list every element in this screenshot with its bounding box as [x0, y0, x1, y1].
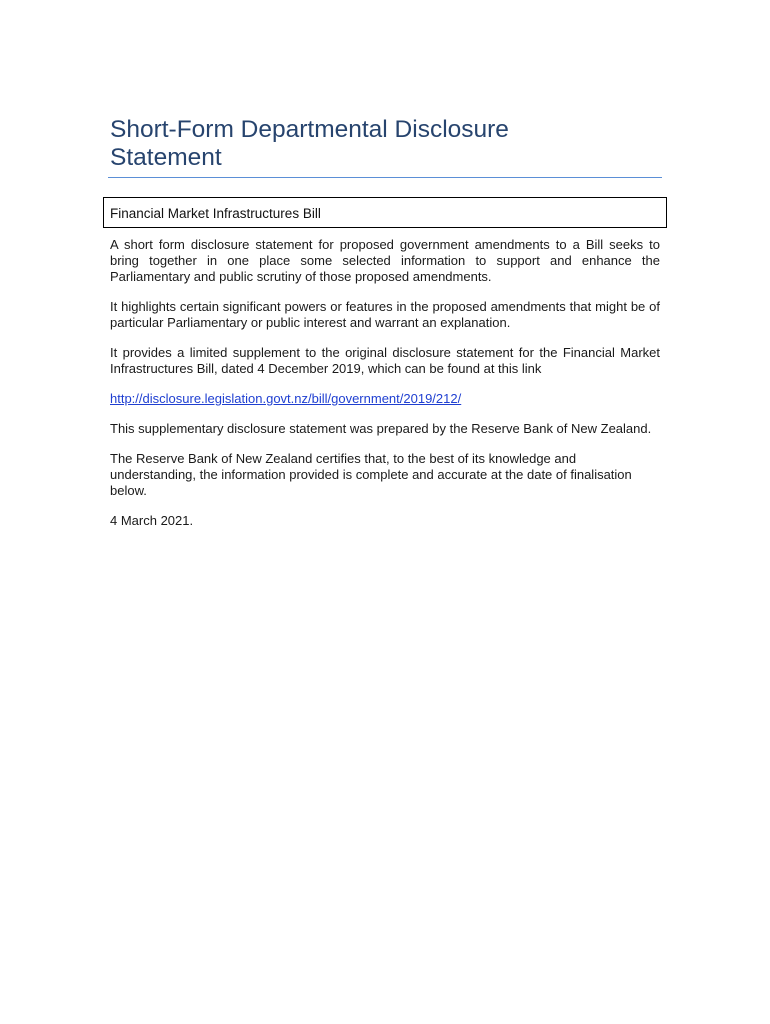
title-line-1: Short-Form Departmental Disclosure [110, 116, 509, 143]
disclosure-body [110, 237, 660, 543]
paragraph-link [110, 391, 660, 407]
page-title [110, 116, 662, 172]
finalisation-date: 4 March 2021. [110, 513, 194, 528]
paragraph-highlights: It highlights certain significant powers or features in the proposed amendments that might be of particular Parliamentary or public interest and warrant an explanation. [110, 299, 660, 330]
paragraph-supplement: It provides a limited supplement to the original disclosure statement for the Financial Market Infrastructures Bill, dated 4 December 2019, which can be found at this link [110, 345, 660, 376]
paragraph-prepared-by: This supplementary disclosure statement was prepared by the Reserve Bank of New Zealand. [110, 421, 652, 436]
disclosure-link[interactable]: http://disclosure.legislation.govt.nz/bill/government/2019/212/ [110, 391, 462, 406]
paragraph-certification: The Reserve Bank of New Zealand certifies that, to the best of its knowledge and understanding, the information provided is complete and accurate at the date of finalisation below. [110, 451, 632, 498]
bill-name-box: Financial Market Infrastructures Bill [103, 197, 667, 228]
title-line-2: Statement [110, 144, 222, 171]
paragraph-purpose: A short form disclosure statement for proposed government amendments to a Bill seeks to bring together in one place some selected information to support and enhance the Parliamentary and public scrutiny of those proposed amendments. [110, 237, 660, 284]
title-divider [108, 177, 662, 178]
